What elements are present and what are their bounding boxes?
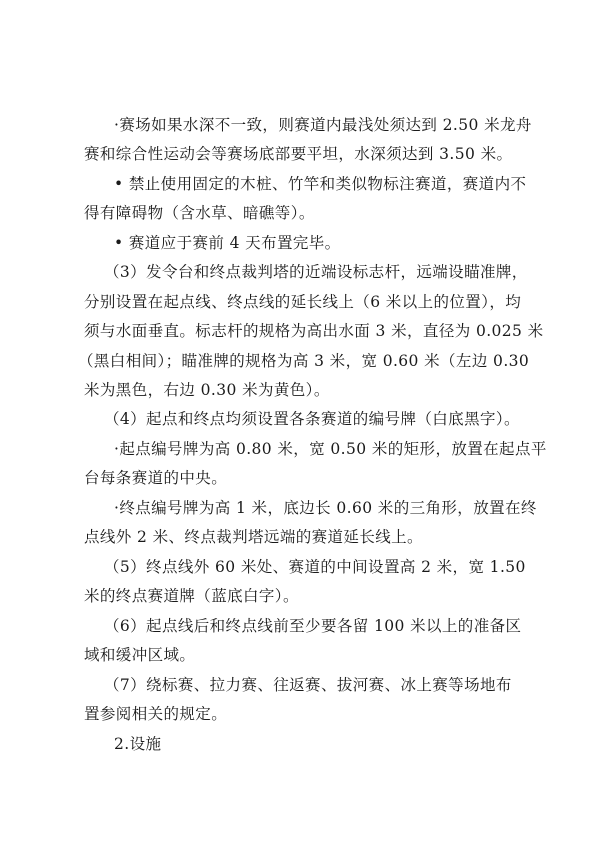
paragraph-1-line-1: ·赛场如果水深不一致，则赛道内最浅处须达到 2.50 米龙舟: [114, 116, 532, 134]
paragraph-6-line-1: ·起点编号牌为高 0.80 米，宽 0.50 米的矩形，放置在起点平: [114, 440, 547, 458]
paragraph-6-line-2: 台每条赛道的中央。: [84, 469, 228, 487]
paragraph-8-line-1: （5）终点线外 60 米处、赛道的中间设置高 2 米，宽 1.50: [104, 558, 526, 576]
paragraph-7-line-1: ·终点编号牌为高 1 米，底边长 0.60 米的三角形，放置在终: [114, 499, 537, 517]
paragraph-10-line-1: （7）绕标赛、拉力赛、往返赛、拔河赛、冰上赛等场地布: [104, 676, 512, 694]
paragraph-4-line-2: 分别设置在起点线、终点线的延长线上（6 米以上的位置），均: [84, 293, 522, 311]
paragraph-7-line-2: 点线外 2 米、终点裁判塔远端的赛道延长线上。: [84, 528, 423, 546]
paragraph-4-line-5: 米为黑色，右边 0.30 米为黄色）。: [84, 381, 330, 399]
paragraph-2-line-1: • 禁止使用固定的木桩、竹竿和类似物标注赛道，赛道内不: [114, 175, 527, 193]
paragraph-4-line-1: （3）发令台和终点裁判塔的近端设标志杆，远端设瞄准牌，: [104, 263, 528, 281]
section-heading-facilities: 2.设施: [114, 735, 162, 753]
paragraph-9-line-2: 域和缓冲区域。: [84, 646, 196, 664]
paragraph-2-line-2: 得有障碍物（含水草、暗礁等）。: [84, 204, 315, 222]
paragraph-1-line-2: 赛和综合性运动会等赛场底部要平坦，水深须达到 3.50 米。: [84, 145, 513, 163]
paragraph-3-line-1: • 赛道应于赛前 4 天布置完毕。: [114, 234, 341, 252]
paragraph-4-line-4: （黑白相间）；瞄准牌的规格为高 3 米，宽 0.60 米（左边 0.30: [78, 352, 530, 370]
paragraph-4-line-3: 须与水面垂直。标志杆的规格为高出水面 3 米，直径为 0.025 米: [84, 322, 544, 340]
paragraph-8-line-2: 米的终点赛道牌（蓝底白字）。: [84, 587, 299, 605]
paragraph-9-line-1: （6）起点线后和终点线前至少要各留 100 米以上的准备区: [104, 617, 522, 635]
paragraph-10-line-2: 置参阅相关的规定。: [84, 705, 228, 723]
paragraph-5-line-1: （4）起点和终点均须设置各条赛道的编号牌（白底黑字）。: [104, 410, 520, 428]
